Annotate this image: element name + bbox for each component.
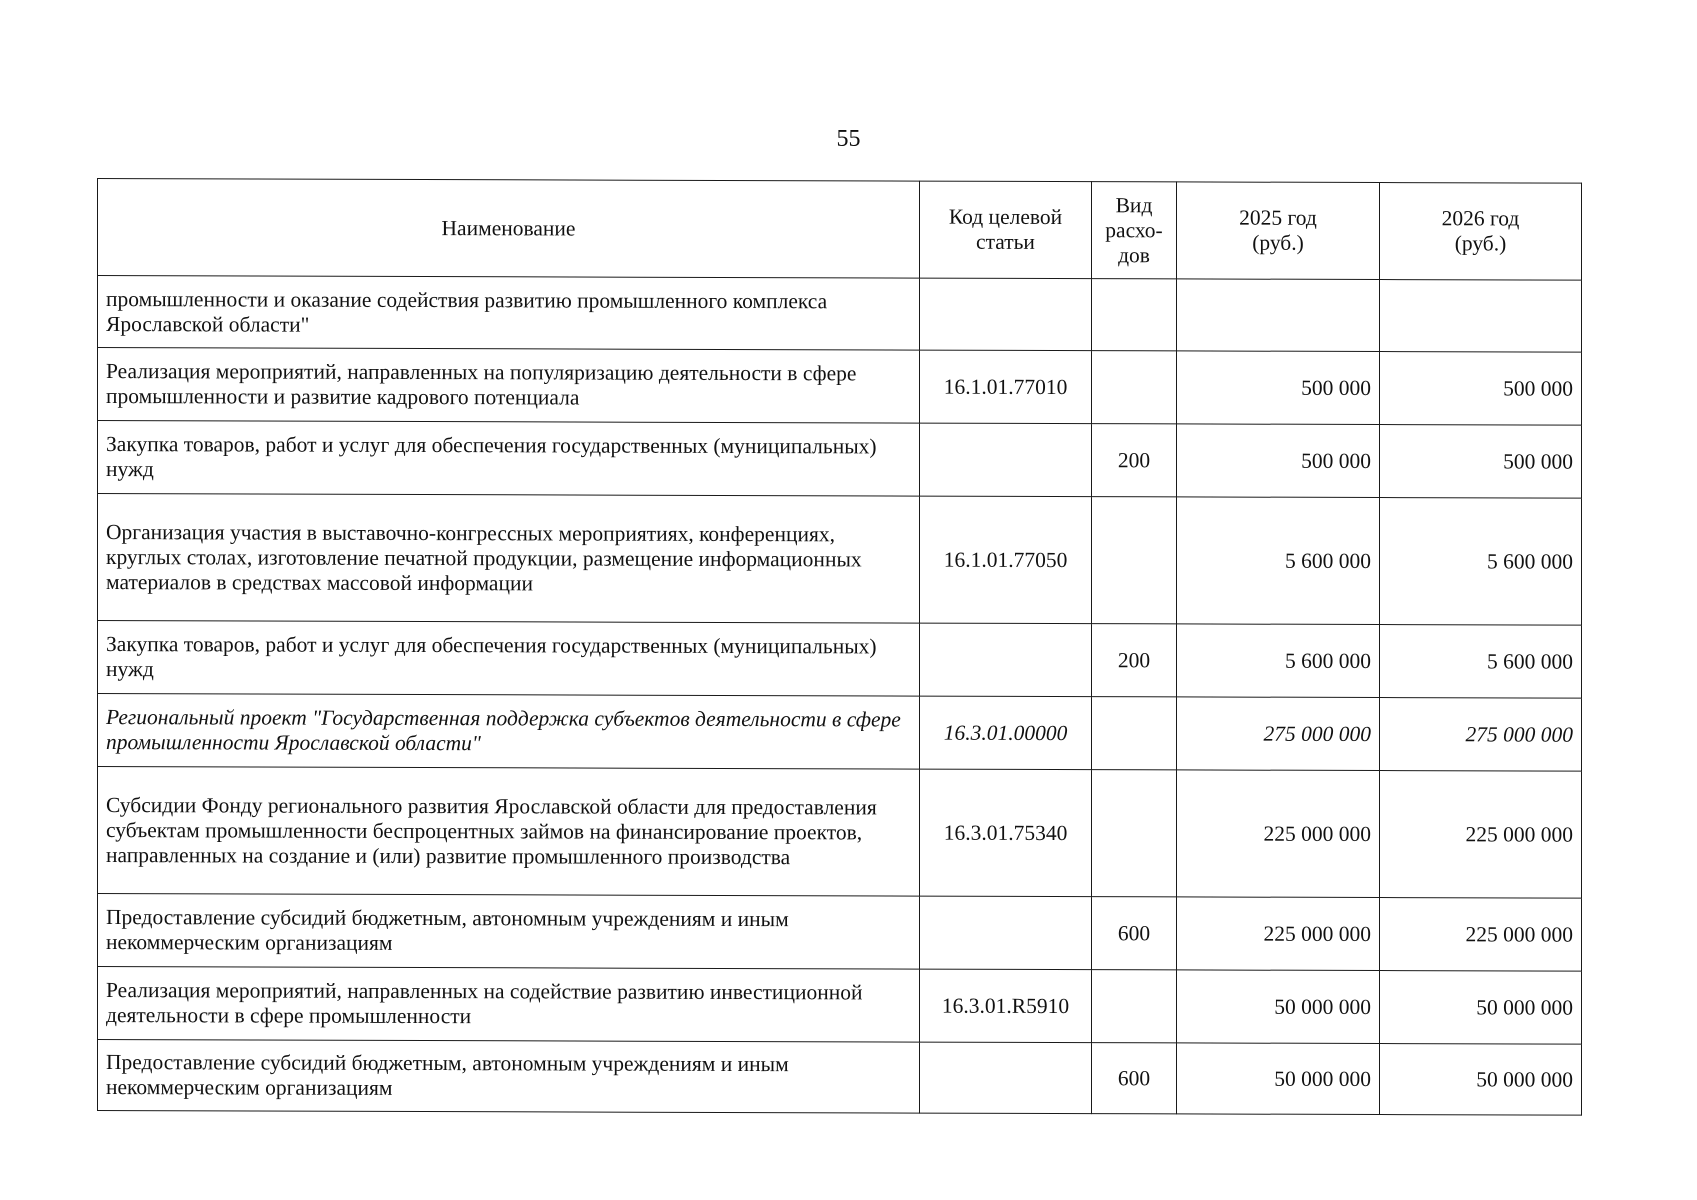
row-type: 200 bbox=[1092, 624, 1177, 697]
row-2026: 5 600 000 bbox=[1380, 625, 1582, 699]
table-row bbox=[98, 967, 1582, 1045]
table-row bbox=[98, 348, 1582, 426]
table-row bbox=[98, 621, 1582, 699]
row-2026: 5 600 000 bbox=[1380, 498, 1582, 626]
row-name: Реализация мероприятий, направленных на популяризацию деятельности в сфере промышленности и развитие кадрового потенциала bbox=[98, 348, 920, 424]
table-row bbox=[98, 1040, 1582, 1116]
row-type bbox=[1092, 970, 1177, 1043]
row-name: Закупка товаров, работ и услуг для обеспечения государственных (муниципальных) нужд bbox=[98, 421, 920, 497]
row-name: Предоставление субсидий бюджетным, автономным учреждениям и иным некоммерческим организациям bbox=[98, 894, 920, 970]
row-2026: 500 000 bbox=[1380, 352, 1582, 426]
row-code bbox=[920, 1042, 1092, 1114]
header-2025: 2025 год (руб.) bbox=[1177, 182, 1380, 280]
row-2026: 50 000 000 bbox=[1380, 1044, 1582, 1116]
row-2025: 5 600 000 bbox=[1177, 497, 1380, 625]
row-type: 600 bbox=[1092, 897, 1177, 970]
row-2025 bbox=[1177, 279, 1380, 352]
table-row bbox=[98, 276, 1582, 353]
row-code: 16.3.01.00000 bbox=[920, 696, 1092, 770]
row-type bbox=[1092, 279, 1177, 351]
row-2025: 50 000 000 bbox=[1177, 1043, 1380, 1115]
header-2026: 2026 год (руб.) bbox=[1380, 183, 1582, 281]
row-type bbox=[1092, 697, 1177, 770]
row-2025: 275 000 000 bbox=[1177, 697, 1380, 771]
row-name: Организация участия в выставочно-конгрессных мероприятиях, конференциях, круглых столах, изготовление печатной продукции, размещение информационных материалов в средствах массовой информации bbox=[98, 494, 920, 624]
row-type bbox=[1092, 770, 1177, 897]
table-header-row bbox=[98, 179, 1582, 281]
table-row bbox=[98, 494, 1582, 626]
row-2026: 500 000 bbox=[1380, 425, 1582, 499]
row-code bbox=[920, 623, 1092, 697]
row-name: Закупка товаров, работ и услуг для обеспечения государственных (муниципальных) нужд bbox=[98, 621, 920, 697]
row-code bbox=[920, 278, 1092, 351]
row-2026 bbox=[1380, 280, 1582, 353]
page-number: 55 bbox=[836, 126, 861, 152]
row-2026: 225 000 000 bbox=[1380, 898, 1582, 972]
row-2026: 275 000 000 bbox=[1380, 698, 1582, 772]
row-2025: 500 000 bbox=[1177, 424, 1380, 498]
row-name: Предоставление субсидий бюджетным, автономным учреждениям и иным некоммерческим организациям bbox=[98, 1040, 920, 1114]
row-code: 16.3.01.75340 bbox=[920, 769, 1092, 897]
table-row bbox=[98, 694, 1582, 772]
row-name: Субсидии Фонду регионального развития Ярославской области для предоставления субъектам промышленности беспроцентных займов на финансирование проектов, направленных на создание и (или) развитие промышленного производства bbox=[98, 767, 920, 897]
budget-table bbox=[97, 178, 1582, 1116]
row-code bbox=[920, 896, 1092, 970]
table-row bbox=[98, 894, 1582, 972]
row-code: 16.3.01.R5910 bbox=[920, 969, 1092, 1043]
row-2026: 50 000 000 bbox=[1380, 971, 1582, 1045]
row-2025: 500 000 bbox=[1177, 351, 1380, 425]
row-type bbox=[1092, 351, 1177, 424]
row-type bbox=[1092, 497, 1177, 624]
row-name: промышленности и оказание содействия развитию промышленного комплекса Ярославской области" bbox=[98, 276, 920, 351]
header-code: Код целевой статьи bbox=[920, 181, 1092, 279]
table-body bbox=[98, 276, 1582, 1116]
table-header bbox=[98, 179, 1582, 281]
header-name: Наименование bbox=[98, 179, 920, 279]
table-row bbox=[98, 767, 1582, 899]
row-2025: 225 000 000 bbox=[1177, 897, 1380, 971]
row-2026: 225 000 000 bbox=[1380, 771, 1582, 899]
row-2025: 225 000 000 bbox=[1177, 770, 1380, 898]
row-2025: 50 000 000 bbox=[1177, 970, 1380, 1044]
row-code bbox=[920, 423, 1092, 497]
row-type: 200 bbox=[1092, 424, 1177, 497]
row-name: Региональный проект "Государственная поддержка субъектов деятельности в сфере промышленности Ярославской области" bbox=[98, 694, 920, 770]
row-type: 600 bbox=[1092, 1043, 1177, 1114]
row-code: 16.1.01.77010 bbox=[920, 350, 1092, 424]
table-row bbox=[98, 421, 1582, 499]
row-name: Реализация мероприятий, направленных на содействие развитию инвестиционной деятельности в сфере промышленности bbox=[98, 967, 920, 1043]
header-type: Вид расхо-дов bbox=[1092, 182, 1177, 279]
row-code: 16.1.01.77050 bbox=[920, 496, 1092, 624]
row-2025: 5 600 000 bbox=[1177, 624, 1380, 698]
